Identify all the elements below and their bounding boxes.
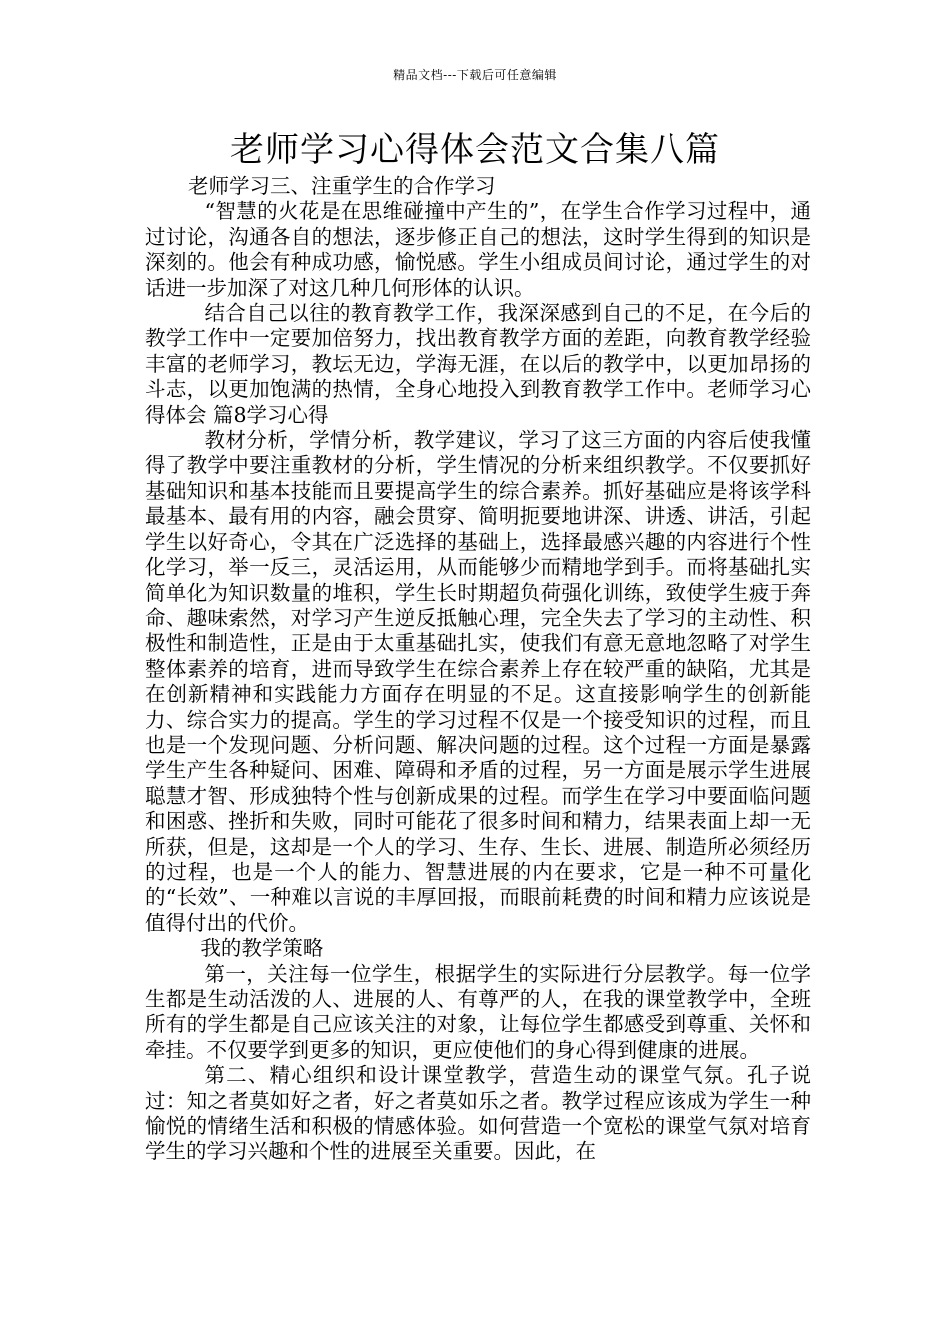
- paragraph-reflection: 结合自己以往的教育教学工作，我深深感到自己的不足，在今后的教学工作中一定要加倍努力，找出教育教学方面的差距，向教育教学经验丰富的老师学习，教坛无边，学海无涯，在以后的教学中，以更加昂扬的斗志，以更加饱满的热情，全身心地投入到教育教学工作中。老师学习心得体会 篇8学习心得: [145, 301, 811, 427]
- section-heading: 老师学习三、注重学生的合作学习: [188, 174, 496, 198]
- paragraph-strategy-two: 第二、精心组织和设计课堂教学，营造生动的课堂气氛。孔子说过：知之者莫如好之者，好之者莫如乐之者。教学过程应该成为学生一种愉悦的情绪生活和积极的情感体验。如何营造一个宽松的课堂气氛对培育学生的学习兴趣和个性的进展至关重要。因此，在: [145, 1063, 811, 1164]
- document-title: 老师学习心得体会范文合集八篇: [230, 130, 720, 170]
- page-header: 精品文档---下载后可任意编辑: [393, 68, 557, 82]
- section-heading-strategy: 我的教学策略: [200, 936, 324, 961]
- paragraph-textbook-analysis: 教材分析，学情分析，教学建议，学习了这三方面的内容后使我懂得了教学中要注重教材的分析，学生情况的分析来组织教学。不仅要抓好基础知识和基本技能而且要提高学生的综合素养。抓好基础应是将该学科最基本、最有用的内容，融会贯穿、简明扼要地讲深、讲透、讲活，引起学生以好奇心，令其在广泛选择的基础上，选择最感兴趣的内容进行个性化学习，举一反三，灵活运用，从而能够少而精地学到手。而将基础扎实简单化为知识数量的堆积，学生长时期超负荷强化训练，致使学生疲于奔命、趣味索然，对学习产生逆反抵触心理，完全失去了学习的主动性、积极性和制造性，正是由于太重基础扎实，使我们有意无意地忽略了对学生整体素养的培育，进而导致学生在综合素养上存在较严重的缺陷，尤其是在创新精神和实践能力方面存在明显的不足。这直接影响学生的创新能力、综合实力的提高。学生的学习过程不仅是一个接受知识的过程，而且也是一个发现问题、分析问题、解决问题的过程。这个过程一方面是暴露学生产生各种疑问、困难、障碍和矛盾的过程，另一方面是展示学生进展聪慧才智、形成独特个性与创新成果的过程。而学生在学习中要面临问题和困惑、挫折和失败，同时可能花了很多时间和精力，结果表面上却一无所获，但是，这却是一个人的学习、生存、生长、进展、制造所必须经历的过程，也是一个人的能力、智慧进展的内在要求，它是一种不可量化的“长效”、一种难以言说的丰厚回报，而眼前耗费的时间和精力应该说是值得付出的代价。: [145, 428, 811, 935]
- document-body: [145, 174, 811, 1165]
- paragraph-strategy-one: 第一，关注每一位学生，根据学生的实际进行分层教学。每一位学生都是生动活泼的人、进展的人、有尊严的人，在我的课堂教学中，全班所有的学生都是自己应该关注的对象，让每位学生都感受到尊重、关怀和牵挂。不仅要学到更多的知识，更应使他们的身心得到健康的进展。: [145, 961, 811, 1062]
- paragraph-cooperative-learning: “智慧的火花是在思维碰撞中产生的”，在学生合作学习过程中，通过讨论，沟通各自的想法，逐步修正自己的想法，这时学生得到的知识是深刻的。他会有种成功感，愉悦感。学生小组成员间讨论，通过学生的对话进一步加深了对这几种几何形体的认识。: [145, 199, 811, 300]
